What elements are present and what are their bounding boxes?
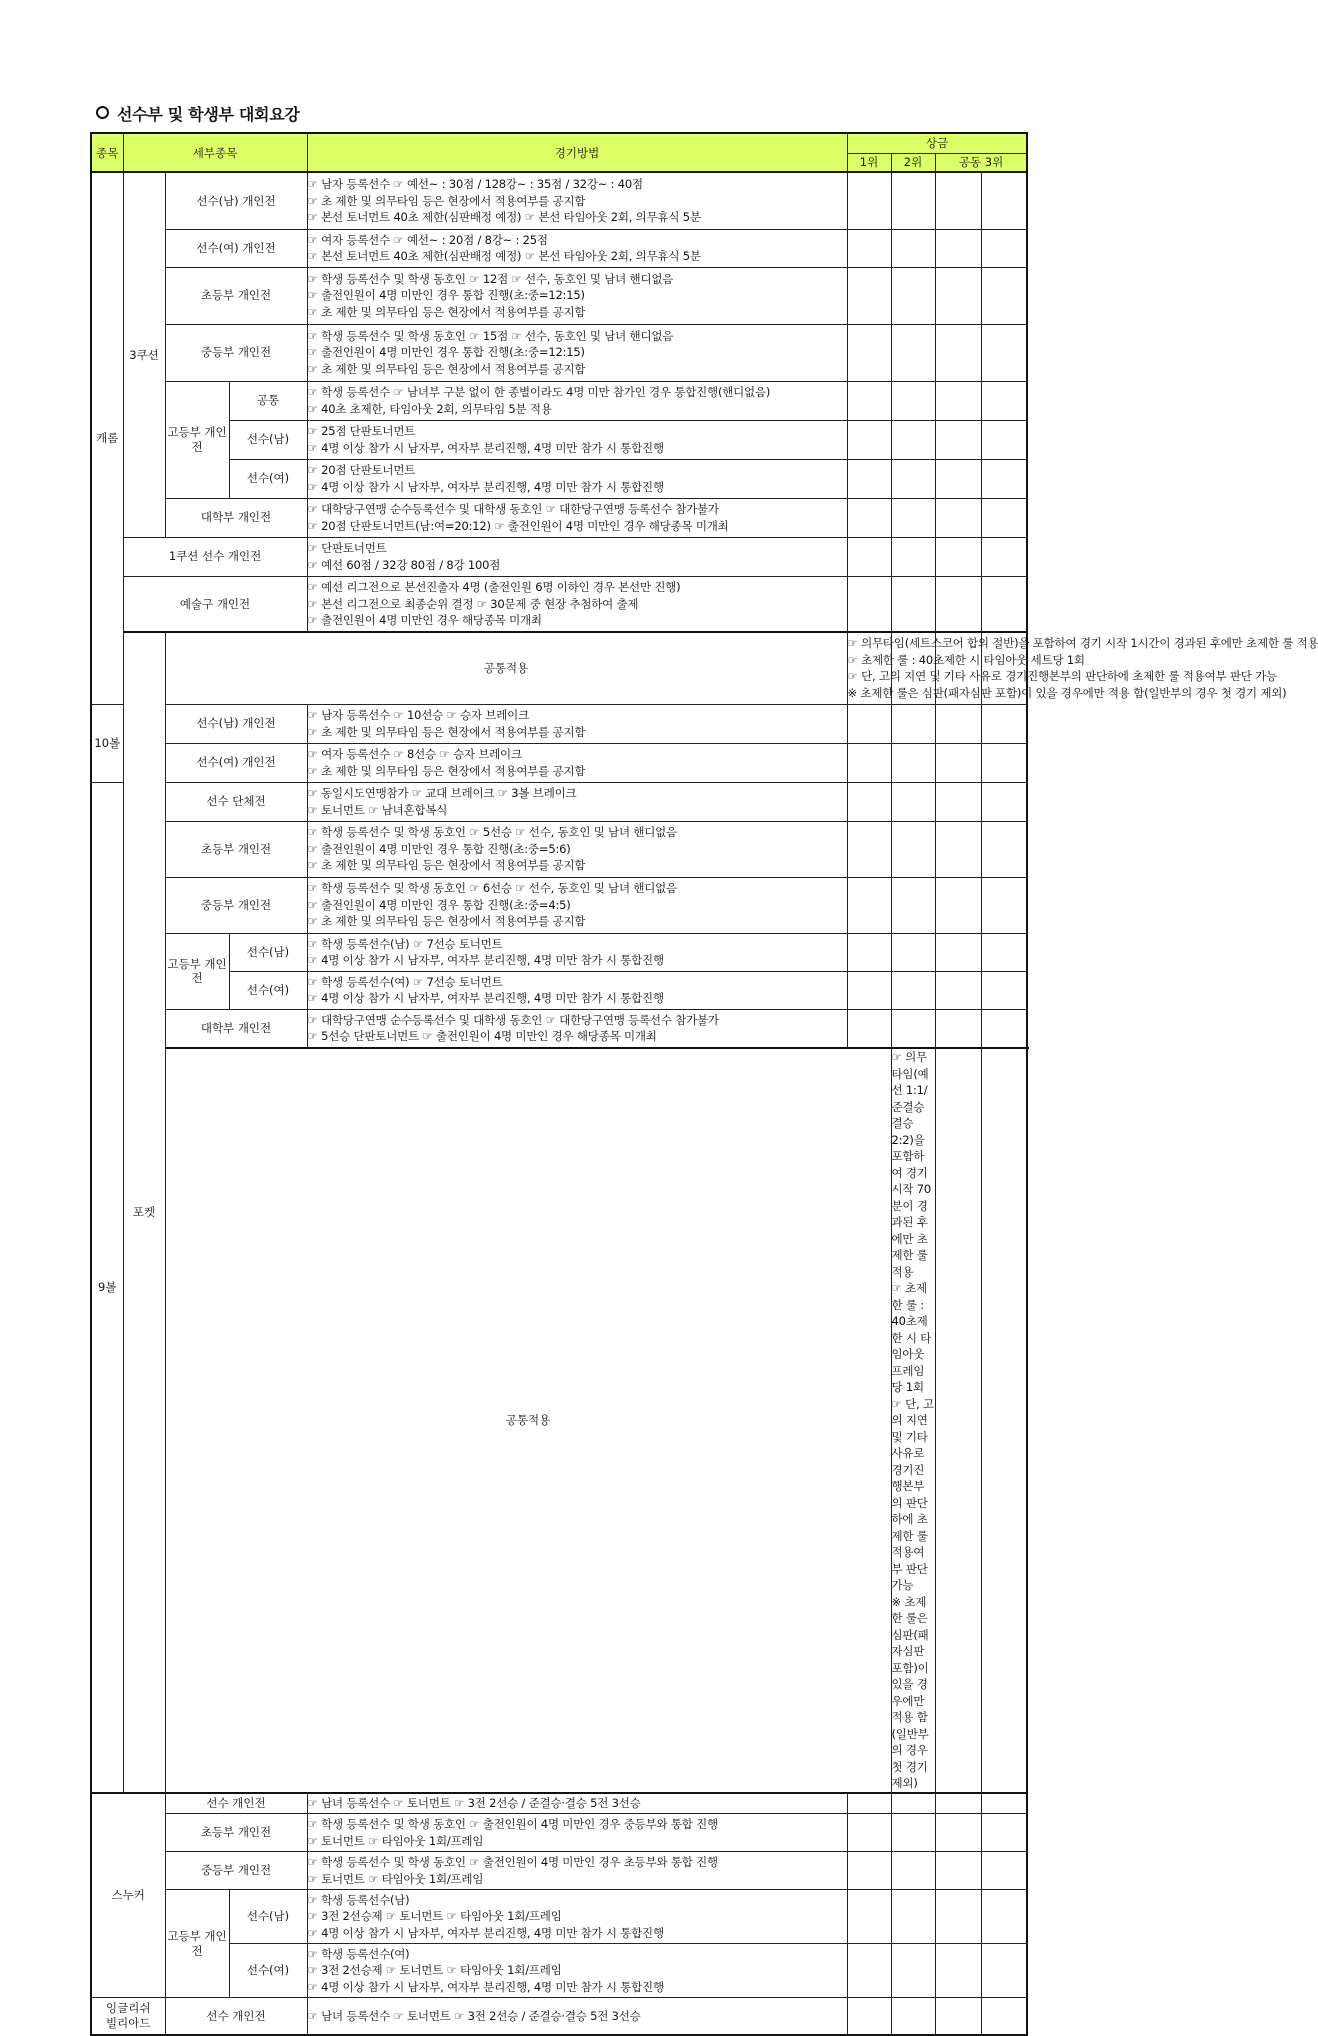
carom-middle-method: ☞ 학생 등록선수 및 학생 동호인 ☞ 15점 ☞ 선수, 동호인 및 남녀 핸디없음 ☞ 출전인원이 4명 미만인 경우 통합 진행(초:중=12:15) ☞ 초 제한 및 의무타임 등은 현장에서 적용여부를 공지함 — [307, 324, 847, 381]
prize-cell — [935, 172, 981, 229]
prize-cell — [935, 1890, 981, 1944]
prize-cell — [891, 971, 935, 1009]
english-pro-method: ☞ 남녀 등록선수 ☞ 토너먼트 ☞ 3전 2선승 / 준결승·결승 5전 3선승 — [307, 1998, 847, 2035]
prize-cell — [891, 381, 935, 420]
pocket-team-label: 선수 단체전 — [165, 782, 307, 821]
pocket-high-men-method: ☞ 학생 등록선수(남) ☞ 7선승 토너먼트 ☞ 4명 이상 참가 시 남자부, 여자부 분리진행, 4명 미만 참가 시 통합진행 — [307, 933, 847, 971]
prize-cell — [847, 324, 891, 381]
table-row — [91, 1048, 1027, 1793]
prize-cell — [891, 324, 935, 381]
prize-cell — [847, 821, 891, 877]
table-row — [91, 632, 1027, 704]
table-row — [91, 537, 1027, 576]
table-row — [91, 1009, 1027, 1048]
carom-middle-label: 중등부 개인전 — [165, 324, 307, 381]
snooker-middle-label: 중등부 개인전 — [165, 1852, 307, 1890]
prize-cell — [891, 1890, 935, 1944]
pocket-high-women-method: ☞ 학생 등록선수(여) ☞ 7선승 토너먼트 ☞ 4명 이상 참가 시 남자부, 여자부 분리진행, 4명 미만 참가 시 통합진행 — [307, 971, 847, 1009]
prize-cell — [935, 1944, 981, 1998]
prize-cell — [981, 743, 1027, 782]
snooker-high-label: 고등부 개인전 — [165, 1890, 229, 1998]
prize-cell — [847, 459, 891, 498]
section-heading — [96, 102, 300, 125]
table-row — [91, 933, 1027, 971]
prize-cell — [981, 172, 1027, 229]
prize-cell — [891, 1793, 935, 1814]
prize-cell — [847, 1814, 891, 1852]
carom-elem-method: ☞ 학생 등록선수 및 학생 동호인 ☞ 12점 ☞ 선수, 동호인 및 남녀 핸디없음 ☞ 출전인원이 4명 미만인 경우 통합 진행(초:중=12:15) ☞ 초 제한 및 의무타임 등은 현장에서 적용여부를 공지함 — [307, 267, 847, 324]
pocket-high-women-label: 선수(여) — [229, 971, 307, 1009]
event-english-billiards: 잉글리쉬 빌리아드 — [91, 1998, 165, 2035]
pocket-high-label: 고등부 개인전 — [165, 933, 229, 1009]
snooker-pro-method: ☞ 남녀 등록선수 ☞ 토너먼트 ☞ 3전 2선승 / 준결승·결승 5전 3선승 — [307, 1793, 847, 1814]
prize-cell — [891, 821, 935, 877]
table-row — [91, 267, 1027, 324]
section-heading-text: 선수부 및 학생부 대회요강 — [117, 105, 300, 124]
pocket-common-label: 공통적용 — [165, 632, 847, 704]
table-row — [91, 381, 1027, 420]
carom-women-pro-method: ☞ 여자 등록선수 ☞ 예선~ : 20점 / 8강~ : 25점 ☞ 본선 토너먼트 40초 제한(심판배정 예정) ☞ 본선 타임아웃 2회, 의무휴식 5분 — [307, 229, 847, 267]
pocket-team-method: ☞ 동일시도연맹참가 ☞ 교대 브레이크 ☞ 3볼 브레이크 ☞ 토너먼트 ☞ 남녀혼합복식 — [307, 782, 847, 821]
prize-cell — [935, 877, 981, 933]
prize-cell — [935, 229, 981, 267]
table-row — [91, 782, 1027, 821]
prize-cell — [891, 172, 935, 229]
competition-rules-table — [90, 132, 1318, 2036]
prize-cell — [935, 821, 981, 877]
prize-cell — [981, 704, 1027, 743]
prize-cell — [847, 229, 891, 267]
prize-cell — [981, 498, 1027, 537]
prize-cell — [935, 324, 981, 381]
header-third: 공동 3위 — [935, 153, 1027, 172]
carom-artistic-method: ☞ 예선 리그전으로 본선진출자 4명 (출전인원 6명 이하인 경우 본선만 진행) ☞ 본선 리그전으로 최종순위 결정 ☞ 30문제 중 현장 추첨하여 출제 ☞ 출전인원이 4명 미만인 경우 해당종목 미개최 — [307, 576, 847, 632]
header-sub-event: 세부종목 — [123, 133, 307, 172]
pocket-middle-label: 중등부 개인전 — [165, 877, 307, 933]
prize-cell — [847, 971, 891, 1009]
carom-high-women-method: ☞ 20점 단판토너먼트 ☞ 4명 이상 참가 시 남자부, 여자부 분리진행, 4명 미만 참가 시 통합진행 — [307, 459, 847, 498]
header-second: 2위 — [891, 153, 935, 172]
prize-cell — [891, 1009, 935, 1048]
table-row — [91, 1944, 1027, 1998]
prize-cell — [981, 782, 1027, 821]
pocket-ten-men-label: 선수(남) 개인전 — [165, 704, 307, 743]
prize-cell — [847, 743, 891, 782]
carom-men-pro-method: ☞ 남자 등록선수 ☞ 예선~ : 30점 / 128강~ : 35점 / 32강~ : 40점 ☞ 초 제한 및 의무타임 등은 현장에서 적용여부를 공지함 ☞ 본선 토너먼트 40초 제한(심판배정 예정) ☞ 본선 타임아웃 2회, 의무휴식 5분 — [307, 172, 847, 229]
pocket-elem-method: ☞ 학생 등록선수 및 학생 동호인 ☞ 5선승 ☞ 선수, 동호인 및 남녀 핸디없음 ☞ 출전인원이 4명 미만인 경우 통합 진행(초:중=5:6) ☞ 초 제한 및 의무타임 등은 현장에서 적용여부를 공지함 — [307, 821, 847, 877]
prize-cell — [891, 1852, 935, 1890]
prize-cell — [891, 420, 935, 459]
table-row — [91, 324, 1027, 381]
prize-cell — [847, 1852, 891, 1890]
prize-cell — [847, 381, 891, 420]
prize-cell — [981, 267, 1027, 324]
sub-ten-ball: 10볼 — [91, 704, 123, 782]
prize-cell — [981, 1944, 1027, 1998]
table-row — [91, 821, 1027, 877]
snooker-high-men-label: 선수(남) — [229, 1890, 307, 1944]
prize-cell — [847, 1793, 891, 1814]
carom-artistic-label: 예술구 개인전 — [123, 576, 307, 632]
prize-cell — [847, 537, 891, 576]
prize-cell — [981, 576, 1027, 632]
carom-one-cushion-label: 1쿠션 선수 개인전 — [123, 537, 307, 576]
prize-cell — [891, 877, 935, 933]
snooker-common-method: ☞ 의무타임(예선 1:1/준결승결승 2:2)을 포함하여 경기 시작 70분이 경과된 후에만 초제한 룰 적용 ☞ 초제한 룰 : 40초제한 시 타임아웃 프레임당 1회 ☞ 단, 고의 지연 및 기타 사유로 경기진행본부의 판단하에 초제한 룰 적용여부 판단 가능 ※ 초제한 룰은 심판(패자심판 포함)이 있을 경우에만 적용 함(일반부의 경우 첫 경기 제외) — [891, 1048, 935, 1793]
table-row — [91, 576, 1027, 632]
table-row — [91, 743, 1027, 782]
prize-cell — [981, 971, 1027, 1009]
prize-cell — [891, 229, 935, 267]
table-row — [91, 971, 1027, 1009]
prize-cell — [935, 537, 981, 576]
table-row — [91, 1890, 1027, 1944]
table-row — [91, 877, 1027, 933]
prize-cell — [935, 933, 981, 971]
pocket-univ-label: 대학부 개인전 — [165, 1009, 307, 1048]
event-snooker: 스누커 — [91, 1793, 165, 1998]
prize-cell — [935, 1852, 981, 1890]
pocket-ten-men-method: ☞ 남자 등록선수 ☞ 10선승 ☞ 승자 브레이크 ☞ 초 제한 및 의무타임 등은 현장에서 적용여부를 공지함 — [307, 704, 847, 743]
prize-cell — [847, 1998, 891, 2035]
pocket-elem-label: 초등부 개인전 — [165, 821, 307, 877]
prize-cell — [891, 459, 935, 498]
snooker-middle-method: ☞ 학생 등록선수 및 학생 동호인 ☞ 출전인원이 4명 미만인 경우 초등부와 통합 진행 ☞ 토너먼트 ☞ 타임아웃 1회/프레임 — [307, 1852, 847, 1890]
carom-high-men-method: ☞ 25점 단판토너먼트 ☞ 4명 이상 참가 시 남자부, 여자부 분리진행, 4명 미만 참가 시 통합진행 — [307, 420, 847, 459]
header-first: 1위 — [847, 153, 891, 172]
snooker-elem-method: ☞ 학생 등록선수 및 학생 동호인 ☞ 출전인원이 4명 미만인 경우 중등부와 통합 진행 ☞ 토너먼트 ☞ 타임아웃 1회/프레임 — [307, 1814, 847, 1852]
prize-cell — [935, 704, 981, 743]
prize-cell — [847, 267, 891, 324]
prize-cell — [981, 1009, 1027, 1048]
sub-three-cushion: 3쿠션 — [123, 172, 165, 537]
prize-cell — [891, 704, 935, 743]
prize-cell — [981, 877, 1027, 933]
table-row — [91, 498, 1027, 537]
pocket-middle-method: ☞ 학생 등록선수 및 학생 동호인 ☞ 6선승 ☞ 선수, 동호인 및 남녀 핸디없음 ☞ 출전인원이 4명 미만인 경우 통합 진행(초:중=4:5) ☞ 초 제한 및 의무타임 등은 현장에서 적용여부를 공지함 — [307, 877, 847, 933]
carom-elem-label: 초등부 개인전 — [165, 267, 307, 324]
prize-cell — [935, 1048, 981, 1793]
carom-women-pro-label: 선수(여) 개인전 — [165, 229, 307, 267]
prize-cell — [935, 498, 981, 537]
table-row — [91, 229, 1027, 267]
prize-cell — [935, 782, 981, 821]
prize-cell — [935, 743, 981, 782]
table-row — [91, 420, 1027, 459]
prize-cell — [935, 1814, 981, 1852]
snooker-high-women-method: ☞ 학생 등록선수(여) ☞ 3전 2선승제 ☞ 토너먼트 ☞ 타임아웃 1회/프레임 ☞ 4명 이상 참가 시 남자부, 여자부 분리진행, 4명 미만 참가 시 통합진행 — [307, 1944, 847, 1998]
carom-high-men-label: 선수(남) — [229, 420, 307, 459]
prize-cell — [935, 971, 981, 1009]
pocket-high-men-label: 선수(남) — [229, 933, 307, 971]
carom-univ-method: ☞ 대학당구연맹 순수등록선수 및 대학생 동호인 ☞ 대한당구연맹 등록선수 참가불가 ☞ 20점 단판토너먼트(남:여=20:12) ☞ 출전인원이 4명 미만인 경우 해당종목 미개최 — [307, 498, 847, 537]
table-row — [91, 1793, 1027, 1814]
prize-cell — [981, 933, 1027, 971]
prize-cell — [847, 498, 891, 537]
carom-one-cushion-method: ☞ 단판토너먼트 ☞ 예선 60점 / 32강 80점 / 8강 100점 — [307, 537, 847, 576]
circle-bullet-icon — [96, 106, 109, 119]
prize-cell — [935, 1998, 981, 2035]
prize-cell — [847, 782, 891, 821]
prize-cell — [847, 576, 891, 632]
prize-cell — [847, 933, 891, 971]
carom-high-common-method: ☞ 학생 등록선수 ☞ 남녀부 구분 없이 한 종별이라도 4명 미만 참가인 경우 통합진행(핸디없음) ☞ 40초 초제한, 타임아웃 2회, 의무타임 5분 적용 — [307, 381, 847, 420]
prize-cell — [935, 420, 981, 459]
pocket-univ-method: ☞ 대학당구연맹 순수등록선수 및 대학생 동호인 ☞ 대한당구연맹 등록선수 참가불가 ☞ 5선승 단판토너먼트 ☞ 출전인원이 4명 미만인 경우 해당종목 미개최 — [307, 1009, 847, 1048]
prize-cell — [981, 537, 1027, 576]
prize-cell — [847, 704, 891, 743]
carom-high-label: 고등부 개인전 — [165, 381, 229, 498]
prize-cell — [981, 1793, 1027, 1814]
table-row — [91, 172, 1027, 229]
table-row — [91, 704, 1027, 743]
snooker-common-label: 공통적용 — [165, 1048, 891, 1793]
prize-cell — [847, 1009, 891, 1048]
prize-cell — [891, 1814, 935, 1852]
prize-cell — [847, 172, 891, 229]
prize-cell — [891, 537, 935, 576]
header-row-top — [91, 133, 1027, 153]
prize-cell — [847, 420, 891, 459]
prize-cell — [981, 1998, 1027, 2035]
prize-cell — [935, 1793, 981, 1814]
prize-cell — [981, 459, 1027, 498]
event-carom: 캐롬 — [91, 172, 123, 704]
header-prize: 상금 — [847, 133, 1027, 153]
prize-cell — [935, 576, 981, 632]
snooker-high-men-method: ☞ 학생 등록선수(남) ☞ 3전 2선승제 ☞ 토너먼트 ☞ 타임아웃 1회/프레임 ☞ 4명 이상 참가 시 남자부, 여자부 분리진행, 4명 미만 참가 시 통합진행 — [307, 1890, 847, 1944]
prize-cell — [847, 1890, 891, 1944]
table-row — [91, 459, 1027, 498]
prize-cell — [981, 1852, 1027, 1890]
prize-cell — [935, 267, 981, 324]
table-row — [91, 1852, 1027, 1890]
prize-cell — [935, 381, 981, 420]
pocket-common-method: ☞ 의무타임(세트스코어 합의 절반)을 포함하여 경기 시작 1시간이 경과된 후에만 초제한 룰 적용 ☞ 초제한 룰 : 40초제한 시 타임아웃 세트당 1회 ☞ 단, 고의 지연 및 기타 사유로 경기진행본부의 판단하에 초제한 룰 적용여부 판단 가능 ※ 초제한 룰은 심판(패자심판 포함)이 있을 경우에만 적용 함(일반부의 경우 첫 경기 제외) — [847, 632, 891, 704]
carom-high-women-label: 선수(여) — [229, 459, 307, 498]
pocket-ten-women-label: 선수(여) 개인전 — [165, 743, 307, 782]
prize-cell — [981, 1048, 1027, 1793]
prize-cell — [935, 459, 981, 498]
header-method: 경기방법 — [307, 133, 847, 172]
english-pro-label: 선수 개인전 — [165, 1998, 307, 2035]
carom-men-pro-label: 선수(남) 개인전 — [165, 172, 307, 229]
prize-cell — [981, 1814, 1027, 1852]
sub-nine-ball: 9볼 — [91, 782, 123, 1793]
header-event: 종목 — [91, 133, 123, 172]
snooker-high-women-label: 선수(여) — [229, 1944, 307, 1998]
prize-cell — [981, 324, 1027, 381]
carom-univ-label: 대학부 개인전 — [165, 498, 307, 537]
prize-cell — [981, 420, 1027, 459]
event-pocket: 포켓 — [123, 632, 165, 1793]
prize-cell — [891, 267, 935, 324]
prize-cell — [891, 1998, 935, 2035]
prize-cell — [891, 933, 935, 971]
prize-cell — [891, 498, 935, 537]
prize-cell — [981, 821, 1027, 877]
table-row — [91, 1998, 1027, 2035]
pocket-ten-women-method: ☞ 여자 등록선수 ☞ 8선승 ☞ 승자 브레이크 ☞ 초 제한 및 의무타임 등은 현장에서 적용여부를 공지함 — [307, 743, 847, 782]
table-row — [91, 1814, 1027, 1852]
prize-cell — [891, 576, 935, 632]
snooker-pro-label: 선수 개인전 — [165, 1793, 307, 1814]
snooker-elem-label: 초등부 개인전 — [165, 1814, 307, 1852]
prize-cell — [891, 743, 935, 782]
prize-cell — [981, 1890, 1027, 1944]
prize-cell — [847, 877, 891, 933]
prize-cell — [847, 1944, 891, 1998]
prize-cell — [981, 381, 1027, 420]
prize-cell — [891, 782, 935, 821]
prize-cell — [981, 229, 1027, 267]
prize-cell — [935, 1009, 981, 1048]
carom-high-common-label: 공통 — [229, 381, 307, 420]
prize-cell — [891, 1944, 935, 1998]
